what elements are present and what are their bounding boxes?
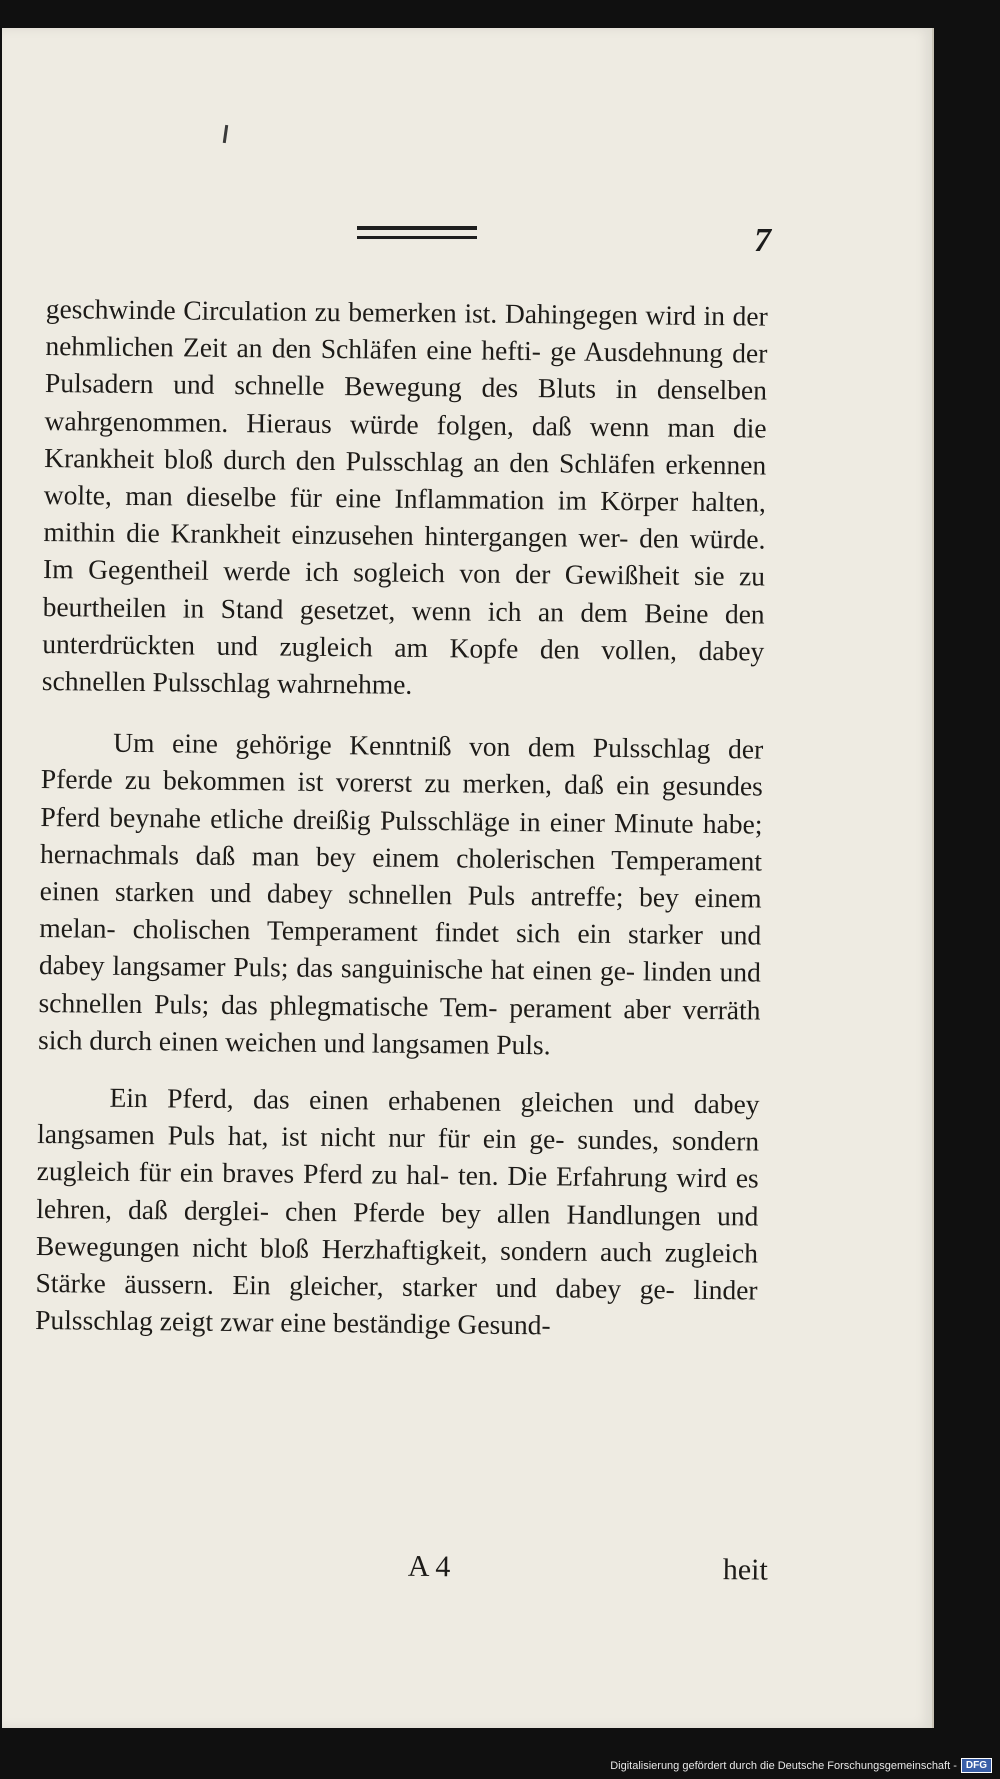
funding-banner bbox=[610, 1758, 992, 1773]
signature-mark: A 4 bbox=[407, 1549, 451, 1584]
body-text bbox=[35, 290, 768, 1346]
page-number: 7 bbox=[754, 222, 771, 259]
ink-mark bbox=[223, 125, 228, 143]
page-footer bbox=[46, 1546, 768, 1587]
dfg-logo-icon: DFG bbox=[961, 1758, 992, 1773]
catchword: heit bbox=[722, 1553, 768, 1587]
funding-banner-text: Digitalisierung gefördert durch die Deutsche Forschungsgemeinschaft - bbox=[610, 1759, 957, 1772]
paragraph-1: geschwinde Circulation zu bemerken ist. Dahingegen wird in der nehmlichen Zeit an den Schläfen eine hefti- ge Ausdehnung der Pulsadern und schnelle Bewegung des Bluts in denselben wahrgenommen. Hieraus würde folgen, daß wenn man die Krankheit bloß durch den Pulsschlag an den Schläfen erkennen wolte, man dieselbe für eine Inflammation im Körper halten, mithin die Krankheit einzusehen hintergangen wer- den würde. Im Gegentheil werde ich sogleich von der Gewißheit sie zu beurtheilen in Stand gesetzet, wenn ich an dem Beine den unterdrückten und zugleich am Kopfe den vollen, dabey schnellen Pulsschlag wahrnehme. bbox=[41, 292, 768, 700]
paragraph-2: Um eine gehörige Kenntniß von dem Pulsschlag der Pferde zu bekommen ist vorerst zu merken, daß ein gesundes Pferd beynahe etliche dreißig Pulsschläge in einer Minute habe; hernachmals daß man bey einem cholerischen Temperament einen starken und dabey schnellen Puls antreffe; bey einem melan- cholischen Temperament findet sich ein starker und dabey langsamer Puls; das sanguinische hat einen ge- linden und schnellen Puls; das phlegmatische Tem- perament aber verräth sich durch einen weichen und langsamen Puls. bbox=[37, 726, 764, 1061]
book-page bbox=[2, 28, 934, 1728]
header-rule-thin bbox=[357, 236, 477, 239]
header-rule bbox=[357, 226, 477, 230]
paragraph-3: Ein Pferd, das einen erhabenen gleichen und dabey langsamen Puls hat, ist nicht nur für ein ge- sundes, sondern zugleich für ein braves Pferd zu hal- ten. Die Erfahrung wird es lehren, daß derglei- chen Pferde bey allen Handlungen und Bewegungen nicht bloß Herzhaftigkeit, sondern auch zugleich Stärke äussern. Ein gleicher, starker und dabey ge- linder Pulsschlag zeigt zwar eine beständige Gesund- bbox=[35, 1081, 760, 1341]
